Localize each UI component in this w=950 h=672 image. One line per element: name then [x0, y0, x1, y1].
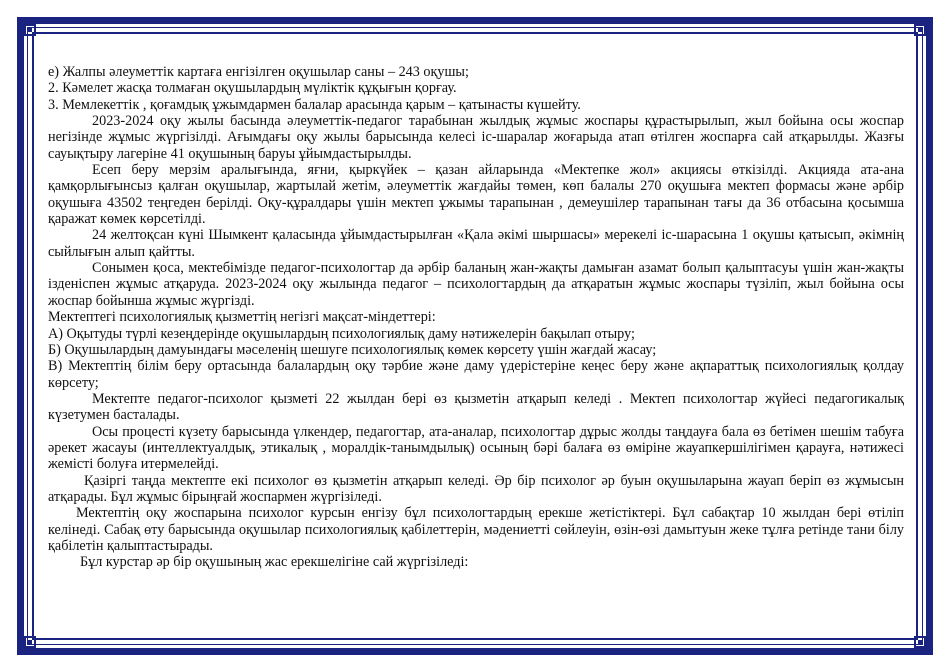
list-item-goal-c: В) Мектептің білім беру ортасында балалардың оқу тәрбие және даму үдерістеріне кеңес беру және ақпараттық психологиялық қолдау көрсету;	[48, 358, 904, 391]
paragraph-annual-plan: 2023-2024 оқу жылы басында әлеуметтік-педагог тарабынан жылдық жұмыс жоспары құрастырылып, жыл бойына осы жоспар негізінде жұмыс жүргізілді. Ағымдағы оқу жылы барысында келесі іс-шаралар жоғарыда атап өтілген жоспарға сай атқарылды. Жазғы сауықтыру лагеріне 41 оқушының баруы ұйымдастырылды.	[48, 113, 904, 162]
list-item-property-rights: 2. Кәмелет жасқа толмаған оқушылардың мүліктік құқығын қорғау.	[48, 80, 457, 97]
paragraph-two-psychologists: Қазіргі таңда мектепте екі психолог өз қызметін атқарып келеді. Әр бір психолог әр буын оқушыларына жауап беріп өз жұмысын атқарады. Бұл жұмыс бірыңғай жоспармен жүргізіледі.	[48, 472, 904, 505]
paragraph-process-monitoring: Осы процесті күзету барысында үлкендер, педагогтар, ата-аналар, психологтар дұрыс жолды таңдауға бала өз бетімен шешім табуға әрекет жасауы (интеллектуалдық, этикалық , моралдік-танымдылық) осының бәрі балаға өз өміріне жауапкершілігімен қарауға, нәтижесі жемісті болуға итермелейді.	[48, 423, 904, 473]
paragraph-psychologists: Сонымен қоса, мектебімізде педагог-психологтар да әрбір баланың жан-жақты дамыған азамат болып қалыптасуы үшін жан-жақты ізденіспен жұмыс атқаруда. 2023-2024 оқу жылында педагог – психологтардың да атқаратын жұмыс жоспары түзіліп, жыл бойына осы жоспар бойынша жұмыс жүргізді.	[48, 260, 904, 309]
paragraph-course-age: Бұл курстар әр бір оқушының жас ерекшелігіне сай жүргізіледі:	[80, 554, 469, 571]
paragraph-psychologist-service: Мектепте педагог-психолог қызметі 22 жылдан бері өз қызметін атқарып келеді . Мектеп психологтар жүйесі педагогикалық күзетумен басталады.	[48, 390, 904, 424]
paragraph-road-to-school: Есеп беру мерзім аралығында, яғни, қыркүйек – қазан айларында «Мектепке жол» акциясы өткізілді. Акцияда ата-ана қамқорлығынсыз қалған оқушылар, жартылай жетім, әлеуметтік жағдайы төмен, көп балалы 270 оқушыға мектеп формасы және әрбір оқушыға 43502 теңгеден берілді. Оқу-құралдары үшін мектеп ұжымы тарапынан , демеушілер тарапынан тағы да 36 отбасына қосымша қаражат көмек көрсетілді.	[48, 162, 904, 228]
list-item-social-map-count: е) Жалпы әлеуметтік картаға енгізілген оқушылар саны – 243 оқушы;	[48, 64, 469, 80]
corner-ornament-icon	[912, 634, 928, 650]
corner-ornament-icon	[912, 22, 928, 38]
list-item-goal-b: Б) Оқушылардың дамуындағы мәселенің шешуге психологиялық көмек көрсету үшін жағдай жасау;	[48, 341, 657, 358]
paragraph-mayor-tree: 24 желтоқсан күні Шымкент қаласында ұйымдастырылған «Қала әкімі шыршасы» мерекелі іс-шарасына 1 оқушы қатысып, әкімнің сыйлығын алып қайтты.	[48, 227, 904, 260]
list-item-goal-a: А) Оқытуды түрлі кезеңдерінде оқушылардың психологиялық даму нәтижелерін бақылап отыру;	[48, 325, 635, 342]
paragraph-psychology-course: Мектептің оқу жоспарына психолог курсын енгізу бұл психологтардың ерекше жетістіктері. Бұл сабақтар 10 жылдан бері өтіліп келінеді. Сабақ өту барысында оқушылар психологиялық қабілеттерін, мәдениетті сөйлеуін, өзін-өзі дамытуын жеке тұлға ретінде тани білу қабілетін қалыптастырады.	[48, 505, 904, 554]
list-item-state-cooperation: 3. Мемлекеттік , қоғамдық ұжымдармен балалар арасында қарым – қатынасты күшейту.	[48, 96, 581, 113]
paragraph-goals-heading: Мектептегі психологиялық қызметтің негізгі мақсат-міндеттері:	[48, 309, 436, 326]
corner-ornament-icon	[22, 22, 38, 38]
corner-ornament-icon	[22, 634, 38, 650]
document-body	[48, 64, 904, 624]
